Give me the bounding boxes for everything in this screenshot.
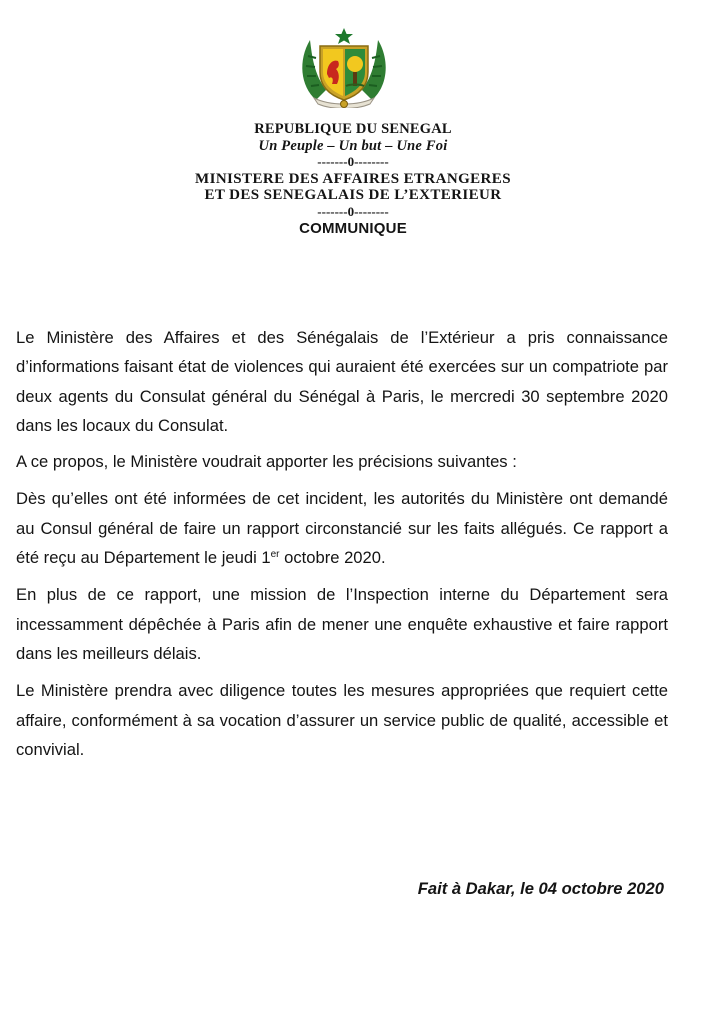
paragraph-2: A ce propos, le Ministère voudrait apporter les précisions suivantes : xyxy=(16,452,517,472)
document-type-title: COMMUNIQUE xyxy=(299,220,407,237)
paragraph-3 xyxy=(16,484,668,572)
place-and-date: Fait à Dakar, le 04 octobre 2020 xyxy=(417,879,664,898)
paragraph-3-text: Dès qu’elles ont été informées de cet incident, les autorités du Ministère ont demandé au Consul général de faire un rapport circonstancié sur les faits allégués. Ce rapport a été reçu au Département le jeudi 1 xyxy=(16,489,668,568)
ministry-name-line-2: ET DES SENEGALAIS DE L’EXTERIEUR xyxy=(204,187,502,203)
national-motto: Un Peuple – Un but – Une Foi xyxy=(258,137,448,154)
ordinal-suffix: er xyxy=(270,549,280,561)
paragraph-3-end: octobre 2020. xyxy=(279,548,386,568)
senegal-coat-of-arms-icon xyxy=(296,26,392,108)
country-name: REPUBLIQUE DU SENEGAL xyxy=(254,121,452,137)
ministry-name-line-1: MINISTERE DES AFFAIRES ETRANGERES xyxy=(195,170,511,187)
paragraph-4: En plus de ce rapport, une mission de l’Inspection interne du Département sera incessamment dépêchée à Paris afin de mener une enquête exhaustive et faire rapport dans les meilleurs délais. xyxy=(16,585,668,663)
paragraph-5: Le Ministère prendra avec diligence toutes les mesures appropriées que requiert cette affaire, conformément à sa vocation d’assurer un service public de qualité, accessible et convivial. xyxy=(16,681,668,759)
separator: -------0-------- xyxy=(317,154,389,169)
letterhead xyxy=(0,121,706,238)
communique-body xyxy=(16,323,668,772)
paragraph-1: Le Ministère des Affaires et des Sénégalais de l’Extérieur a pris connaissance d’informations faisant état de violences qui auraient été exercées sur un compatriote par deux agents du Consulat général du Sénégal à Paris, le mercredi 30 septembre 2020 dans les locaux du Consulat. xyxy=(16,328,668,435)
separator: -------0-------- xyxy=(317,203,389,219)
